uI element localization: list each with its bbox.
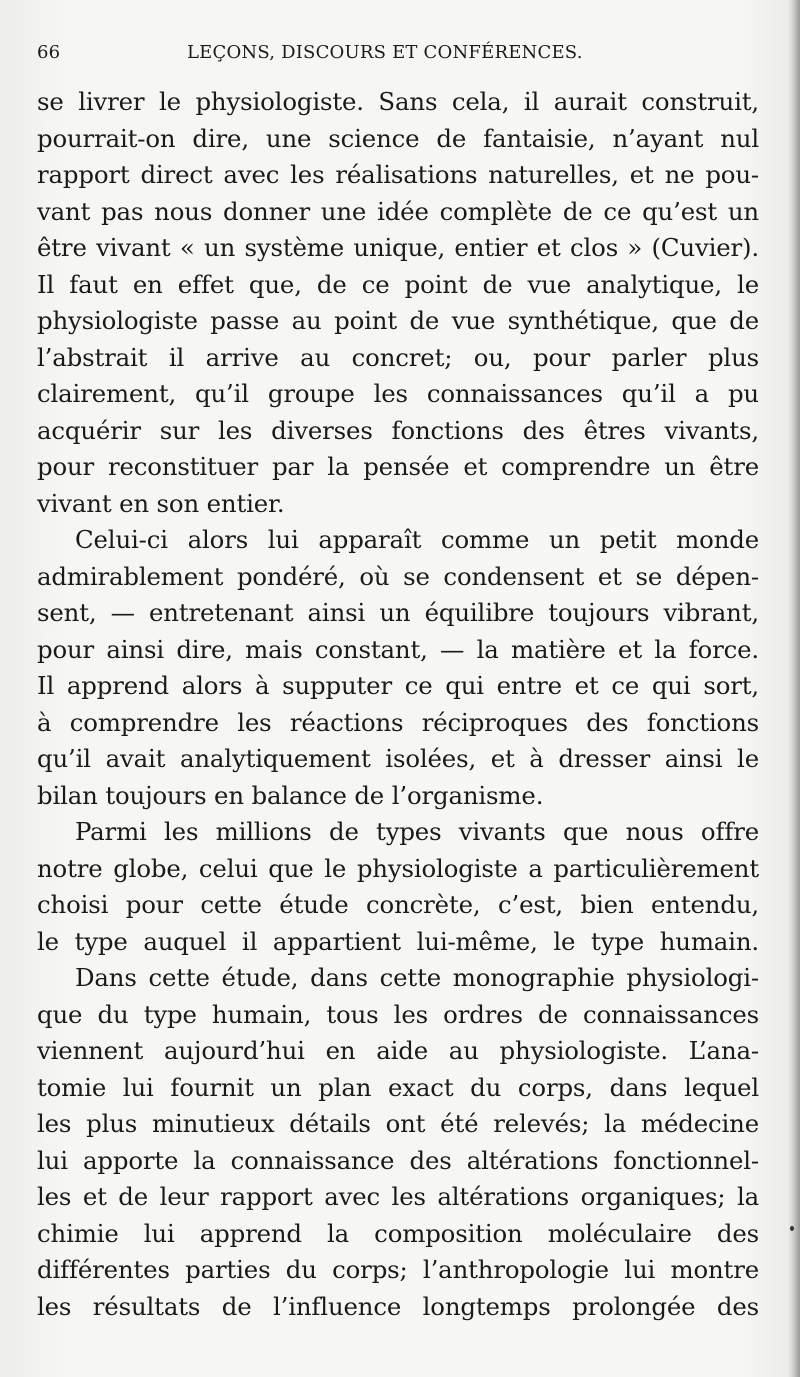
running-header [37,40,757,70]
text-line: pour ainsi dire, mais constant, — la matière et la force. [37,634,759,664]
text-line: à comprendre les réactions réciproques des fonctions [37,707,759,737]
print-speck [790,1226,794,1231]
text-line: Dans cette étude, dans cette monographie physiologi- [75,963,759,992]
page-number: 66 [37,42,61,63]
text-line: se livrer le physiologiste. Sans cela, il aurait construit, [37,87,759,116]
text-line: l’abstrait il arrive au concret; ou, pour parler plus [37,342,759,372]
text-line: les résultats de l’influence longtemps prolongée des [37,1291,759,1321]
text-line: que du type humain, tous les ordres de connaissances [37,999,759,1029]
text-line: chimie lui apprend la composition moléculaire des [37,1218,759,1248]
text-line: lui apporte la connaissance des altérations fonctionnel- [37,1145,759,1175]
text-line: sent, — entretenant ainsi un équilibre toujours vibrant, [37,598,759,627]
text-line: Il apprend alors à supputer ce qui entre et ce qui sort, [37,671,759,700]
text-line: physiologiste passe au point de vue synthétique, que de [37,306,759,335]
running-title: LEÇONS, DISCOURS ET CONFÉRENCES. [187,42,583,63]
text-line: les et de leur rapport avec les altérations organiques; la [37,1182,759,1211]
text-line: admirablement pondéré, où se condensent et se dépen- [37,561,759,591]
text-line: choisi pour cette étude concrète, c’est, bien entendu, [37,890,759,919]
text-line: pour reconstituer par la pensée et comprendre un être [37,452,759,481]
text-line: bilan toujours en balance de l’organisme. [37,780,544,810]
text-line: viennent aujourd’hui en aide au physiologiste. L’ana- [37,1036,759,1065]
text-line: différentes parties du corps; l’anthropologie lui montre [37,1255,759,1284]
text-line: Celui-ci alors lui apparaît comme un petit monde [75,525,759,554]
text-line: Il faut en effet que, de ce point de vue analytique, le [37,269,759,299]
page-edge-shadow [788,0,800,1377]
text-line: notre globe, celui que le physiologiste a particulièrement [37,853,759,883]
text-line: tomie lui fournit un plan exact du corps, dans lequel [37,1072,759,1102]
text-line: Parmi les millions de types vivants que nous offre [75,817,759,846]
text-line: rapport direct avec les réalisations naturelles, et ne pou- [37,160,759,189]
text-line: le type auquel il appartient lui-même, le type humain. [37,926,759,956]
text-line: clairement, qu’il groupe les connaissances qu’il a pu [37,379,759,408]
body-text [37,84,759,1325]
text-line: acquérir sur les diverses fonctions des êtres vivants, [37,415,759,445]
text-line: les plus minutieux détails ont été relevés; la médecine [37,1109,759,1138]
text-line: vivant en son entier. [37,488,285,518]
text-line: vant pas nous donner une idée complète de ce qu’est un [37,196,759,226]
text-line: être vivant « un système unique, entier et clos » (Cuvier). [37,233,759,262]
text-line: pourrait-on dire, une science de fantaisie, n’ayant nul [37,123,759,153]
text-line: qu’il avait analytiquement isolées, et à dresser ainsi le [37,744,759,773]
